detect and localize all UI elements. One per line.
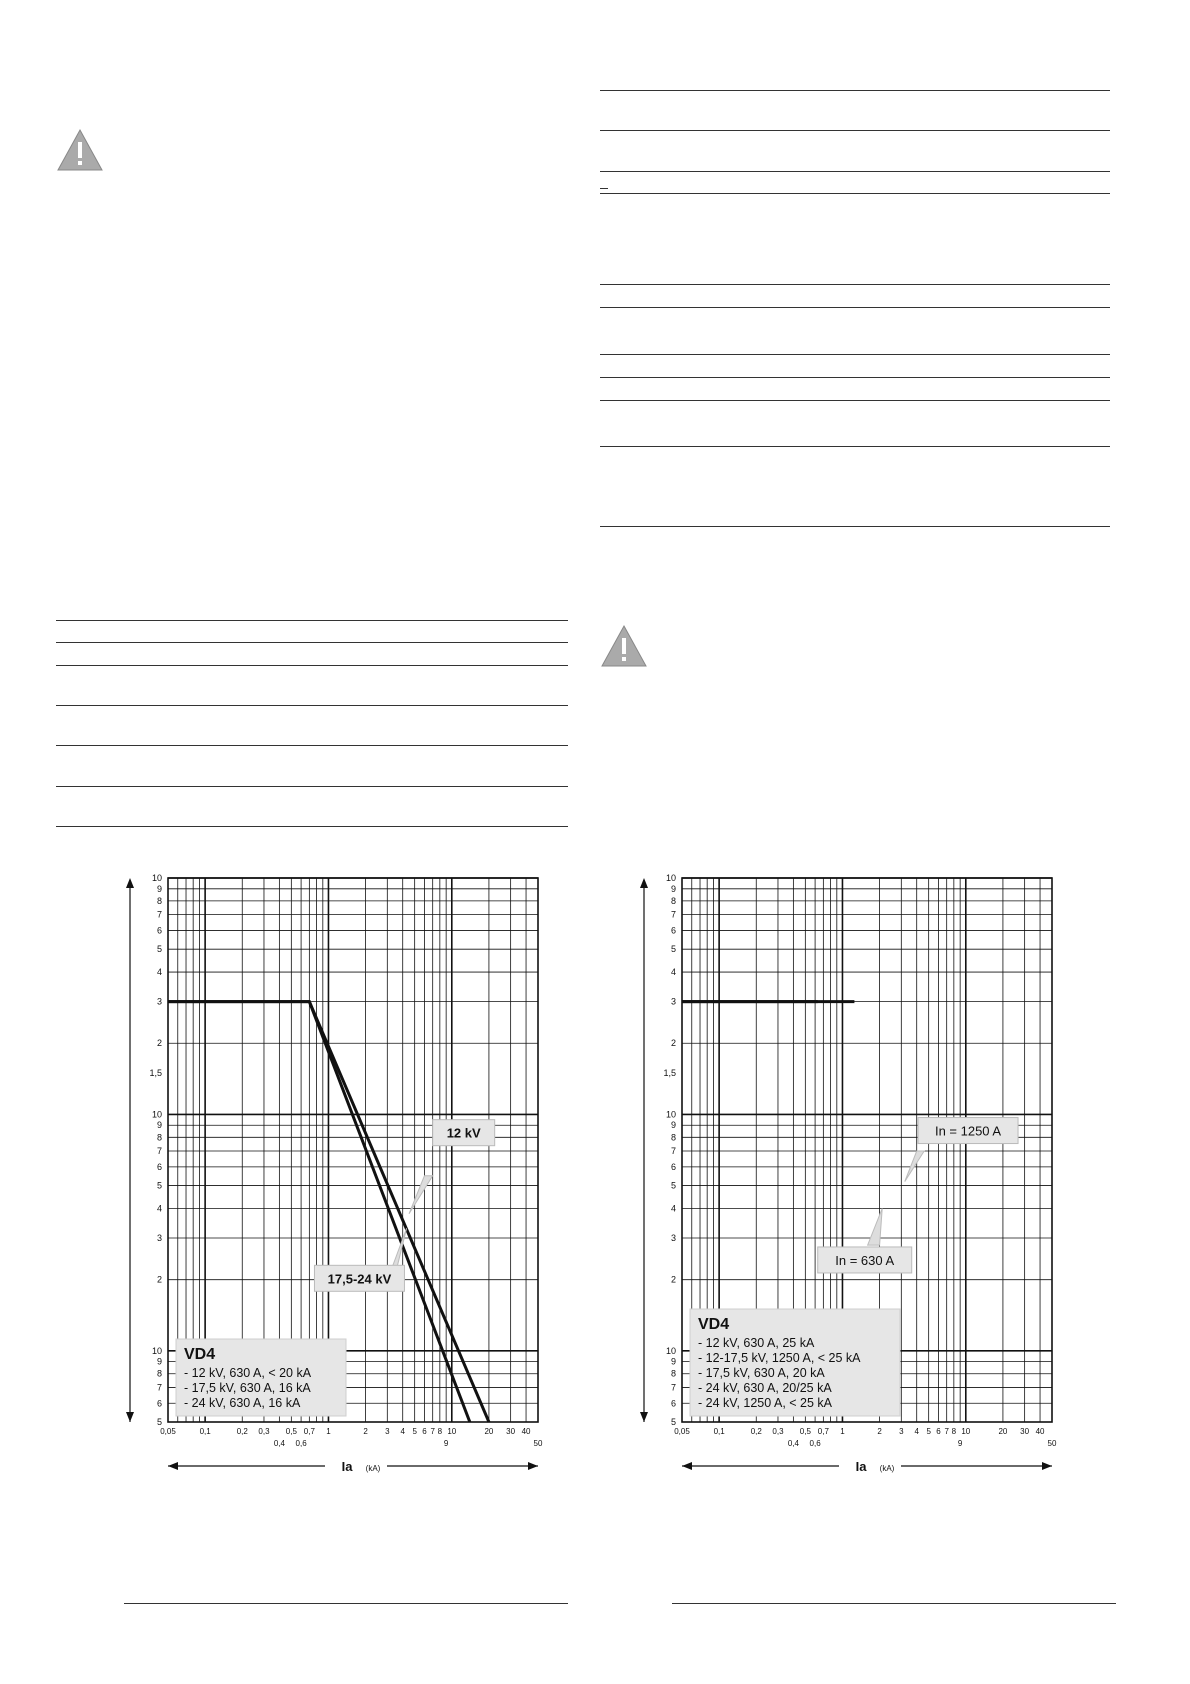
y-tick-label: 5 <box>156 1180 162 1191</box>
x-tick-label: 0,4 <box>273 1439 285 1448</box>
x-tick-label: 4 <box>400 1427 405 1436</box>
x-tick-label: 10 <box>961 1427 971 1436</box>
y-axis-arrowhead-down <box>126 1412 134 1422</box>
y-tick-label: 5 <box>670 944 676 955</box>
y-tick-label: 6 <box>156 1398 162 1409</box>
table-rule <box>600 284 1110 285</box>
table-rule <box>600 171 1110 172</box>
table-rule <box>600 354 1110 355</box>
table-rule <box>56 642 568 643</box>
y-tick-label: 5 <box>156 944 162 955</box>
y-tick-label: 8 <box>670 1368 676 1379</box>
y-tick-label: 10 <box>665 1345 676 1356</box>
y-tick-label: 9 <box>670 1356 676 1367</box>
y-tick-label: 5 <box>670 1180 676 1191</box>
x-tick-label: 9 <box>443 1439 449 1448</box>
y-tick-label: 9 <box>156 1356 162 1367</box>
legend-entry: - 24 kV, 630 A, 16 kA <box>184 1396 301 1410</box>
y-tick-label: 3 <box>670 1233 676 1244</box>
x-tick-label: 0,1 <box>713 1427 725 1436</box>
callout-label: In = 1250 A <box>934 1123 1002 1139</box>
table-rule <box>600 400 1110 401</box>
x-tick-label: 2 <box>877 1427 882 1436</box>
x-tick-label: 30 <box>506 1427 516 1436</box>
legend-title: VD4 <box>698 1316 730 1333</box>
y-tick-label: 9 <box>670 1120 676 1131</box>
x-tick-label: 50 <box>1047 1439 1057 1448</box>
y-tick-label: 8 <box>156 895 162 906</box>
x-tick-label: 1 <box>840 1427 845 1436</box>
y-tick-label: 10 <box>665 1109 676 1120</box>
x-tick-label: 30 <box>1020 1427 1030 1436</box>
y-tick-label: 2 <box>156 1274 162 1285</box>
x-tick-label: 0,05 <box>160 1427 176 1436</box>
x-tick-label: 0,3 <box>258 1427 270 1436</box>
x-axis-arrowhead-left <box>682 1462 692 1470</box>
callout-label: In = 630 A <box>835 1252 895 1268</box>
table-rule <box>56 745 568 746</box>
warning-icon <box>600 624 648 668</box>
warning-icon <box>56 128 104 172</box>
y-tick-label: 5 <box>670 1417 676 1427</box>
x-tick-label: 2 <box>363 1427 368 1436</box>
x-tick-label: 0,6 <box>295 1439 307 1448</box>
x-tick-label: 6 <box>422 1427 427 1436</box>
y-tick-label: 9 <box>156 883 162 894</box>
y-tick-label: 2 <box>670 1274 676 1285</box>
callout-label: 17,5-24 kV <box>327 1271 392 1287</box>
table-rule <box>600 188 608 189</box>
legend-entry: - 24 kV, 1250 A, < 25 kA <box>698 1396 833 1410</box>
y-axis-arrowhead-up <box>126 878 134 888</box>
x-tick-label: 0,4 <box>787 1439 799 1448</box>
x-tick-label: 7 <box>430 1427 435 1436</box>
y-tick-label: 4 <box>670 967 676 978</box>
x-tick-label: 10 <box>447 1427 457 1436</box>
x-tick-label: 7 <box>944 1427 949 1436</box>
table-rule <box>600 130 1110 131</box>
y-tick-label: 3 <box>156 1233 162 1244</box>
x-tick-label: 0,6 <box>809 1439 821 1448</box>
y-axis-arrowhead-up <box>640 878 648 888</box>
x-tick-label: 5 <box>926 1427 931 1436</box>
y-tick-label: 8 <box>156 1132 162 1143</box>
y-tick-label: 8 <box>156 1368 162 1379</box>
x-tick-label: 20 <box>484 1427 494 1436</box>
x-axis-unit: (kA) <box>365 1464 381 1473</box>
x-axis-label: Ia <box>341 1459 353 1474</box>
x-tick-label: 40 <box>1035 1427 1045 1436</box>
y-tick-label: 6 <box>670 1161 676 1172</box>
table-rule <box>56 620 568 621</box>
chart-rated-current-classes <box>624 870 1074 1474</box>
table-rule <box>56 826 568 827</box>
x-axis-arrowhead-right <box>1042 1462 1052 1470</box>
x-tick-label: 8 <box>951 1427 957 1436</box>
y-tick-label: 10 <box>151 1345 162 1356</box>
legend-entry: - 17,5 kV, 630 A, 16 kA <box>184 1381 311 1395</box>
x-tick-label: 5 <box>412 1427 417 1436</box>
y-axis-arrowhead-down <box>640 1412 648 1422</box>
legend-entry: - 12 kV, 630 A, < 20 kA <box>184 1366 312 1380</box>
callout-pointer <box>868 1208 883 1245</box>
y-tick-label: 7 <box>670 1382 676 1393</box>
x-tick-label: 20 <box>998 1427 1008 1436</box>
y-tick-label: 4 <box>670 1203 676 1214</box>
y-tick-label: 3 <box>670 996 676 1007</box>
y-tick-label: 9 <box>156 1120 162 1131</box>
table-rule <box>600 377 1110 378</box>
x-tick-label: 0,3 <box>772 1427 784 1436</box>
x-tick-label: 9 <box>957 1439 963 1448</box>
y-tick-label: 5 <box>156 1417 162 1427</box>
x-axis-label: Ia <box>855 1459 867 1474</box>
y-tick-label: 6 <box>670 1398 676 1409</box>
y-tick-label: 7 <box>670 909 676 920</box>
table-rule <box>56 665 568 666</box>
y-tick-label: 6 <box>156 925 162 936</box>
chart-12kv-voltage-classes <box>110 870 560 1474</box>
legend-entry: - 12-17,5 kV, 1250 A, < 25 kA <box>698 1351 861 1365</box>
y-tick-label: 4 <box>156 967 162 978</box>
x-axis-unit: (kA) <box>879 1464 895 1473</box>
x-tick-label: 8 <box>437 1427 443 1436</box>
y-tick-label: 7 <box>156 1382 162 1393</box>
y-tick-label: 10 <box>151 1109 162 1120</box>
y-tick-label: 10 <box>665 873 676 883</box>
x-tick-label: 0,1 <box>199 1427 211 1436</box>
table-rule <box>56 705 568 706</box>
x-tick-label: 6 <box>936 1427 941 1436</box>
y-tick-label: 1,5 <box>149 1067 162 1078</box>
x-tick-label: 40 <box>521 1427 531 1436</box>
y-tick-label: 4 <box>156 1203 162 1214</box>
y-tick-label: 9 <box>670 883 676 894</box>
x-tick-label: 4 <box>914 1427 919 1436</box>
y-tick-label: 7 <box>156 1146 162 1157</box>
y-tick-label: 2 <box>156 1038 162 1049</box>
x-tick-label: 50 <box>533 1439 543 1448</box>
x-tick-label: 0,5 <box>285 1427 297 1436</box>
y-tick-label: 2 <box>670 1038 676 1049</box>
y-tick-label: 10 <box>151 873 162 883</box>
legend-entry: - 24 kV, 630 A, 20/25 kA <box>698 1381 832 1395</box>
y-tick-label: 7 <box>670 1146 676 1157</box>
x-tick-label: 1 <box>326 1427 331 1436</box>
x-tick-label: 0,7 <box>817 1427 829 1436</box>
legend-entry: - 17,5 kV, 630 A, 20 kA <box>698 1366 825 1380</box>
x-tick-label: 0,05 <box>674 1427 690 1436</box>
table-rule <box>600 193 1110 194</box>
x-axis-arrowhead-left <box>168 1462 178 1470</box>
legend-entry: - 12 kV, 630 A, 25 kA <box>698 1336 815 1350</box>
table-rule <box>600 446 1110 447</box>
table-rule <box>56 786 568 787</box>
y-tick-label: 3 <box>156 996 162 1007</box>
x-tick-label: 0,5 <box>799 1427 811 1436</box>
callout-label: 12 kV <box>446 1125 481 1141</box>
x-tick-label: 3 <box>385 1427 390 1436</box>
footer-rule <box>124 1603 568 1604</box>
footer-rule <box>672 1603 1116 1604</box>
table-rule <box>600 90 1110 91</box>
y-tick-label: 1,5 <box>663 1067 676 1078</box>
y-tick-label: 6 <box>670 925 676 936</box>
x-tick-label: 0,2 <box>236 1427 248 1436</box>
callout-pointer <box>409 1176 433 1214</box>
callout-pointer <box>905 1151 924 1182</box>
table-rule <box>600 526 1110 527</box>
y-tick-label: 7 <box>156 909 162 920</box>
y-tick-label: 8 <box>670 1132 676 1143</box>
x-tick-label: 0,7 <box>303 1427 315 1436</box>
x-axis-arrowhead-right <box>528 1462 538 1470</box>
table-rule <box>600 307 1110 308</box>
x-tick-label: 0,2 <box>750 1427 762 1436</box>
y-tick-label: 6 <box>156 1161 162 1172</box>
x-tick-label: 3 <box>899 1427 904 1436</box>
y-tick-label: 8 <box>670 895 676 906</box>
legend-title: VD4 <box>184 1346 216 1363</box>
